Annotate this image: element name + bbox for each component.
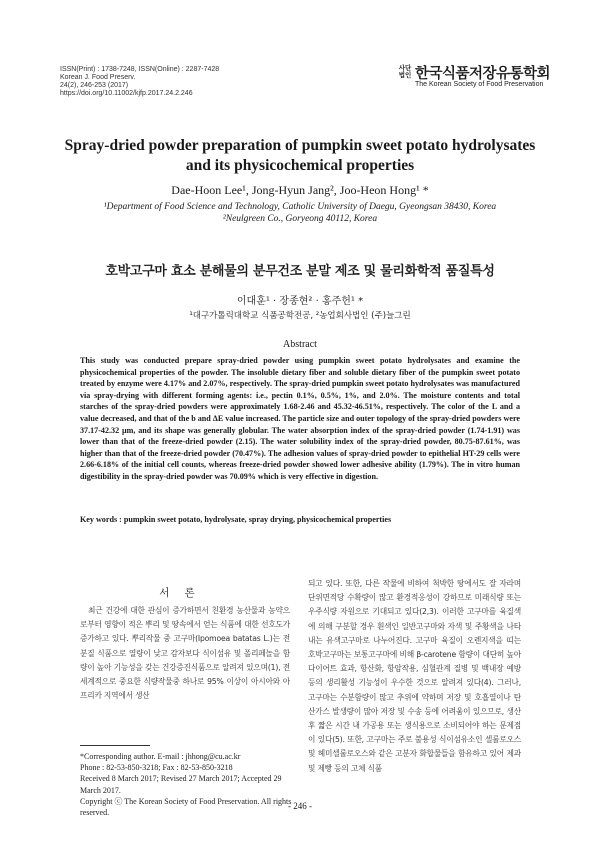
- journal-volume: 24(2), 246-253 (2017): [60, 82, 129, 89]
- society-logo: [398, 62, 558, 96]
- footnote-copyright: Copyright ⓒ The Korean Society of Food Preservation. All rights reserved.: [80, 796, 292, 818]
- article-title: [50, 136, 550, 176]
- keywords: Key words : pumpkin sweet potato, hydrolysate, spray drying, physicochemical properties: [80, 515, 392, 524]
- section-heading-introduction: 서 론: [159, 587, 201, 599]
- abstract-heading: Abstract: [283, 339, 317, 350]
- page-number: - 246 -: [288, 801, 312, 811]
- body-column-right: [308, 577, 521, 776]
- korean-affiliation: ¹대구가톨릭대학교 식품공학전공, ²농업회사법인 (주)늘그린: [189, 311, 411, 321]
- journal-doi-link[interactable]: https://doi.org/10.11002/kjfp.2017.24.2.246: [60, 90, 193, 97]
- author-list: Dae-Hoon Lee¹, Jong-Hyun Jang², Joo-Heon Hong¹ *: [171, 183, 429, 197]
- affiliation-1: ¹Department of Food Science and Technology, Catholic University of Daegu, Gyeongsan 38430, Korea: [103, 202, 497, 212]
- body-column-left: [80, 604, 290, 703]
- affiliation-2: ²Neulgreen Co., Goryeong 40112, Korea: [222, 214, 378, 224]
- footnote-divider: [80, 745, 150, 746]
- society-name-english: The Korean Society of Food Preservation: [415, 81, 544, 88]
- journal-name: Korean J. Food Preserv.: [60, 74, 136, 81]
- intro-paragraph-right: 되고 있다. 또한, 다른 작물에 비하여 척박한 땅에서도 잘 자라며 단위면적당 수확량이 많고 환경적응성이 강하므로 미래식량 또는 우주식량 자원으로 기대되고 있다(2,3). 이러한 고구마를 육질색에 의해 구분할 경우 흰색인 일반고구마와 자색 및 주황색을 나타내는 유색고구마로 나누어진다. 고구마 육질이 오렌지색을 띠는 호박고구마는 보통고구마에 비해 β-carotene 함량이 대단히 높아 다이어트 효과, 항산화, 항암작용, 심혈관계 질병 및 백내장 예방 등의 생리활성 기능성이 우수한 것으로 알려져 있다(4). 그러나, 고구마는 수분함량이 많고 추위에 약하며 저장 및 호흡열이나 탄산가스 발생량이 많아 저장 및 수송 등에 어려움이 있으므로, 생산 후 짧은 시간 내 가공용 또는 생식용으로 소비되어야 하는 문제점이 있다(5). 또한, 고구마는 주로 불용성 식이섬유소인 셀룰로오스 및 헤미셀룰로오스와 같은 고분자 화합물들을 함유하고 있어 제과 및 제빵 등의 고체 식품: [308, 579, 521, 773]
- footnote-dates: Received 8 March 2017; Revised 27 March 2017; Accepted 29 March 2017.: [80, 774, 282, 795]
- article-title-line-2: and its physicochemical properties: [185, 157, 415, 174]
- footnote-corresponding-author: *Corresponding author. E-mail : jhhong@cu.ac.kr: [80, 752, 241, 761]
- korean-title: 호박고구마 효소 분해물의 분무건조 분말 제조 및 물리화학적 품질특성: [105, 264, 495, 279]
- society-emblem: 사단 법인: [398, 64, 412, 79]
- journal-issn: ISSN(Print) : 1738-7248, ISSN(Online) : 2287-7428: [60, 66, 220, 73]
- intro-paragraph-left: 최근 건강에 대한 관심이 증가하면서 친환경 농산물과 농약으로부터 영향이 적은 뿌리 및 땅속에서 얻는 식품에 대한 선호도가 증가하고 있다. 뿌리작물 중 고구마(Ipomoea batatas L.)는 전분질 식품으로 열량이 낮고 감자보다 식이섬유 및 폴리페놀을 함량이 높아 기능성을 갖는 건강증진식품으로 알려져 있으며(1), 전세계적으로 중요한 식량작물중 하나로 95% 이상이 아시아와 아프리카 지역에서 생산: [80, 606, 290, 701]
- society-name-korean: 한국식품저장유통학회: [415, 66, 551, 82]
- abstract-text: This study was conducted prepare spray-dried powder using pumpkin sweet potato hydrolysates and examine the physicochemical properties of the powder. The insoluble dietary fiber and soluble dietary fiber of the pumpkin sweet potato treated by enzyme were 4.17% and 2.07%, respectively. The spray-dried pumpkin sweet potato hydrolysates was manufactured via spray-drying with different forming agents: i.e., pectin 0.1%, 0.5%, 1%, and 2.0%. The moisture contents and total starches of the spray-dried powders were approximately 1.68-2.46 and 45.32-46.51%, respectively. The color of the L and a value decreased, and that of the b and ΔE value increased. The particle size and outer topology of the spray-dried powders were 37.17-42.32 µm, and its shape was generally globular. The water absorption index of the spray-dried powder (1.74-1.91) was lower than that of the freeze-dried powder (2.15). The water solubility index of the spray-dried powder, 80.75-87.61%, was higher than that of the freeze-dried powder (70.47%). The adhesion values of spray-dried powder to epithelial HT-29 cells were 2.66-6.18% of the initial cell counts, whereas freeze-dried powder showed lower adhesive ability (1.79%). The in vitro human digestibility in the spray-dried powder was 70.09% which is very effective in digestion.: [80, 356, 520, 481]
- journal-info: [60, 66, 320, 98]
- footnote: [80, 751, 292, 818]
- article-title-line-1: Spray-dried powder preparation of pumpkin sweet potato hydrolysates: [64, 137, 536, 154]
- footnote-phone: Phone : 82-53-850-3218; Fax : 82-53-850-3218: [80, 763, 233, 773]
- korean-author-list: 이대훈¹ · 장종현² · 홍주헌¹ *: [236, 296, 364, 307]
